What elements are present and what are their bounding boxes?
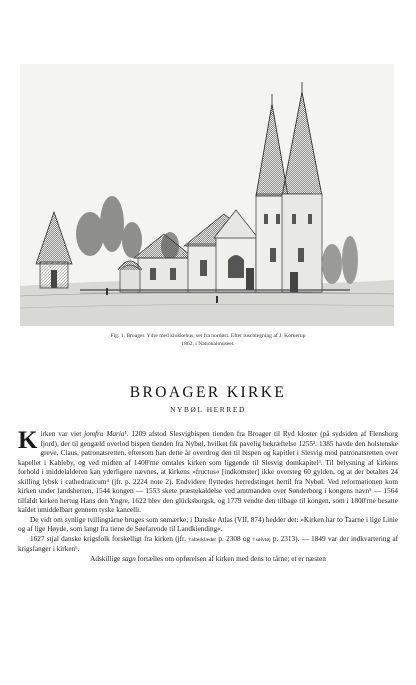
paragraph-4 [18, 555, 398, 565]
paragraph-3-ref-1: †alterklæder [188, 536, 217, 543]
caption-line-2: 1862, i Nationalmuseet. [181, 341, 235, 347]
paragraph-1-text-b: ¹. 1209 afstod Slesvigbispen tienden fra Broager til Ryd kloster (på sydsiden af Flensborg fjord), der til gengæld overlod bispen tienden fra Nybøl, hvilket fik pavelig bekræftelse 1255². 1385 havde den holstenske greve, Claus, patronatsretten, eftersom han dette år overdrog den til bispen og kapitlet i Slesvig mod patronatsretten over kapellet i Kahleby, og ved midten af 1400'rne omtales kirken som liggende til Slesvig domkapitel³. Til belysning af kirkens forhold i middelalderen kan yderligere nævnes, at kirkens »fructus« [indkomster] ikke oversteg 60 gylden, og at der betaltes 24 skilling lybsk i cathedraticum⁴ (jfr. p. 2224 note 2). Endvidere flyttedes herredstinget hertil fra Nybøl. Ved reformationen kom kirken under landsherren, 1544 kongen — 1553 skete præstekaldelse ved amtmanden over Sønderborg i kongens navn⁵ — 1564 tilfaldt kirken hertug Hans den Yngre, 1622 blev den glücksborgsk, og 1779 vendte den tilbage til kongen, som i 1800'rne besatte kaldet umiddelbart gennem tyske kancelli. [18, 430, 398, 514]
figure-caption [60, 332, 356, 348]
paragraph-2: De vidt om synlige tvillingtårne bruges som sømærke; i Danske Atlas (VII, 874) hedder det: »Kirken har to Taarne i lige Linie og af lige Høyde, som langt fra tiene de Søefarende til Landkiending«. [18, 515, 398, 533]
paragraph-3-text-a: 1627 stjal danske krigsfolk forskelligt fra kirken (jfr. [30, 534, 189, 543]
paragraph-4-emphasis: sagn [122, 554, 136, 563]
paragraph-3-ref-2: †sølvtøj [252, 536, 271, 543]
church-illustration [20, 64, 394, 326]
article-body [18, 427, 399, 564]
page-subtitle: NYBØL HERRED [170, 405, 246, 414]
paragraph-3 [18, 535, 398, 555]
drop-cap: K [18, 427, 38, 454]
paragraph-3-text-c: p. 2313). — 1849 var der indkvartering af krigsfanger i kirken⁶. [18, 534, 399, 553]
paragraph-1-text-a: irken var viet [40, 430, 85, 438]
paragraph-1 [18, 427, 398, 516]
paragraph-4-text-a: Adskillige [90, 554, 123, 563]
paragraph-3-text-b: p. 2308 og [216, 534, 253, 543]
page-title: BROAGER KIRKE [129, 384, 287, 401]
paragraph-1-emphasis: jomfru Maria [84, 430, 125, 438]
paragraph-4-text-b: fortælles om opførelsen af kirken med dens to tårne; et er næsten [135, 554, 326, 563]
church-drawing [20, 64, 394, 326]
caption-line-1: Fig. 1. Broager. Ydre med klokkehus, set fra nordøst. Efter tuschtegning af J. Kornerup [110, 333, 306, 339]
